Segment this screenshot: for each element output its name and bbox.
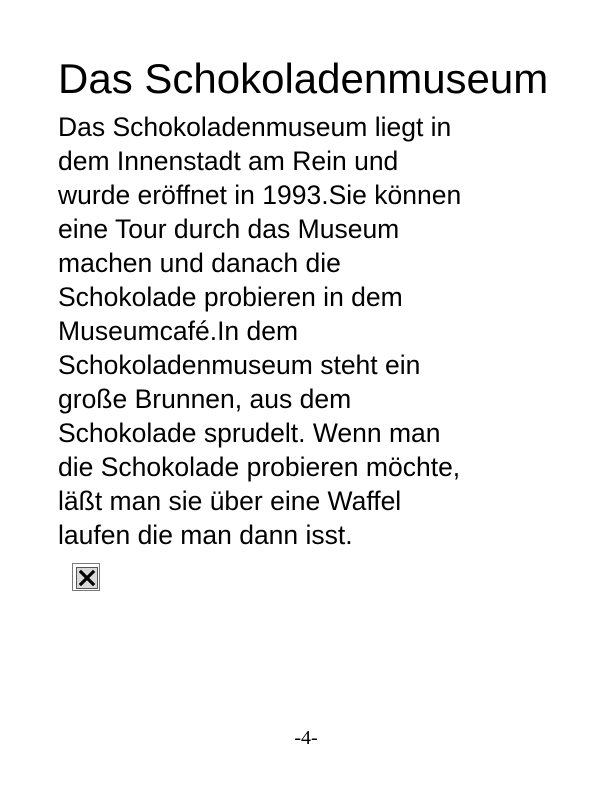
body-line: eine Tour durch das Museum (58, 214, 400, 244)
close-x-icon (77, 568, 97, 588)
body-paragraph (58, 110, 461, 552)
body-line: Das Schokoladenmuseum liegt in (58, 112, 452, 142)
body-line: läßt man sie über eine Waffel (58, 486, 402, 516)
body-line: die Schokolade probieren möchte, (58, 452, 461, 482)
body-line: Schokolade sprudelt. Wenn man (58, 418, 441, 448)
page-title: Das Schokoladenmuseum (58, 55, 549, 102)
body-line: laufen die man dann isst. (58, 520, 353, 550)
body-line: Schokolade probieren in dem (58, 282, 403, 312)
page-number: -4- (294, 727, 318, 749)
body-line: Schokoladenmuseum steht ein (58, 350, 421, 380)
body-line: Museumcafé.In dem (58, 316, 299, 346)
broken-image-icon[interactable] (72, 563, 100, 591)
body-line: große Brunnen, aus dem (58, 384, 352, 414)
broken-image-frame (76, 567, 98, 589)
body-line: wurde eröffnet in 1993.Sie können (58, 180, 462, 210)
body-line: machen und danach die (58, 248, 341, 278)
body-line: dem Innenstadt am Rein und (58, 146, 399, 176)
